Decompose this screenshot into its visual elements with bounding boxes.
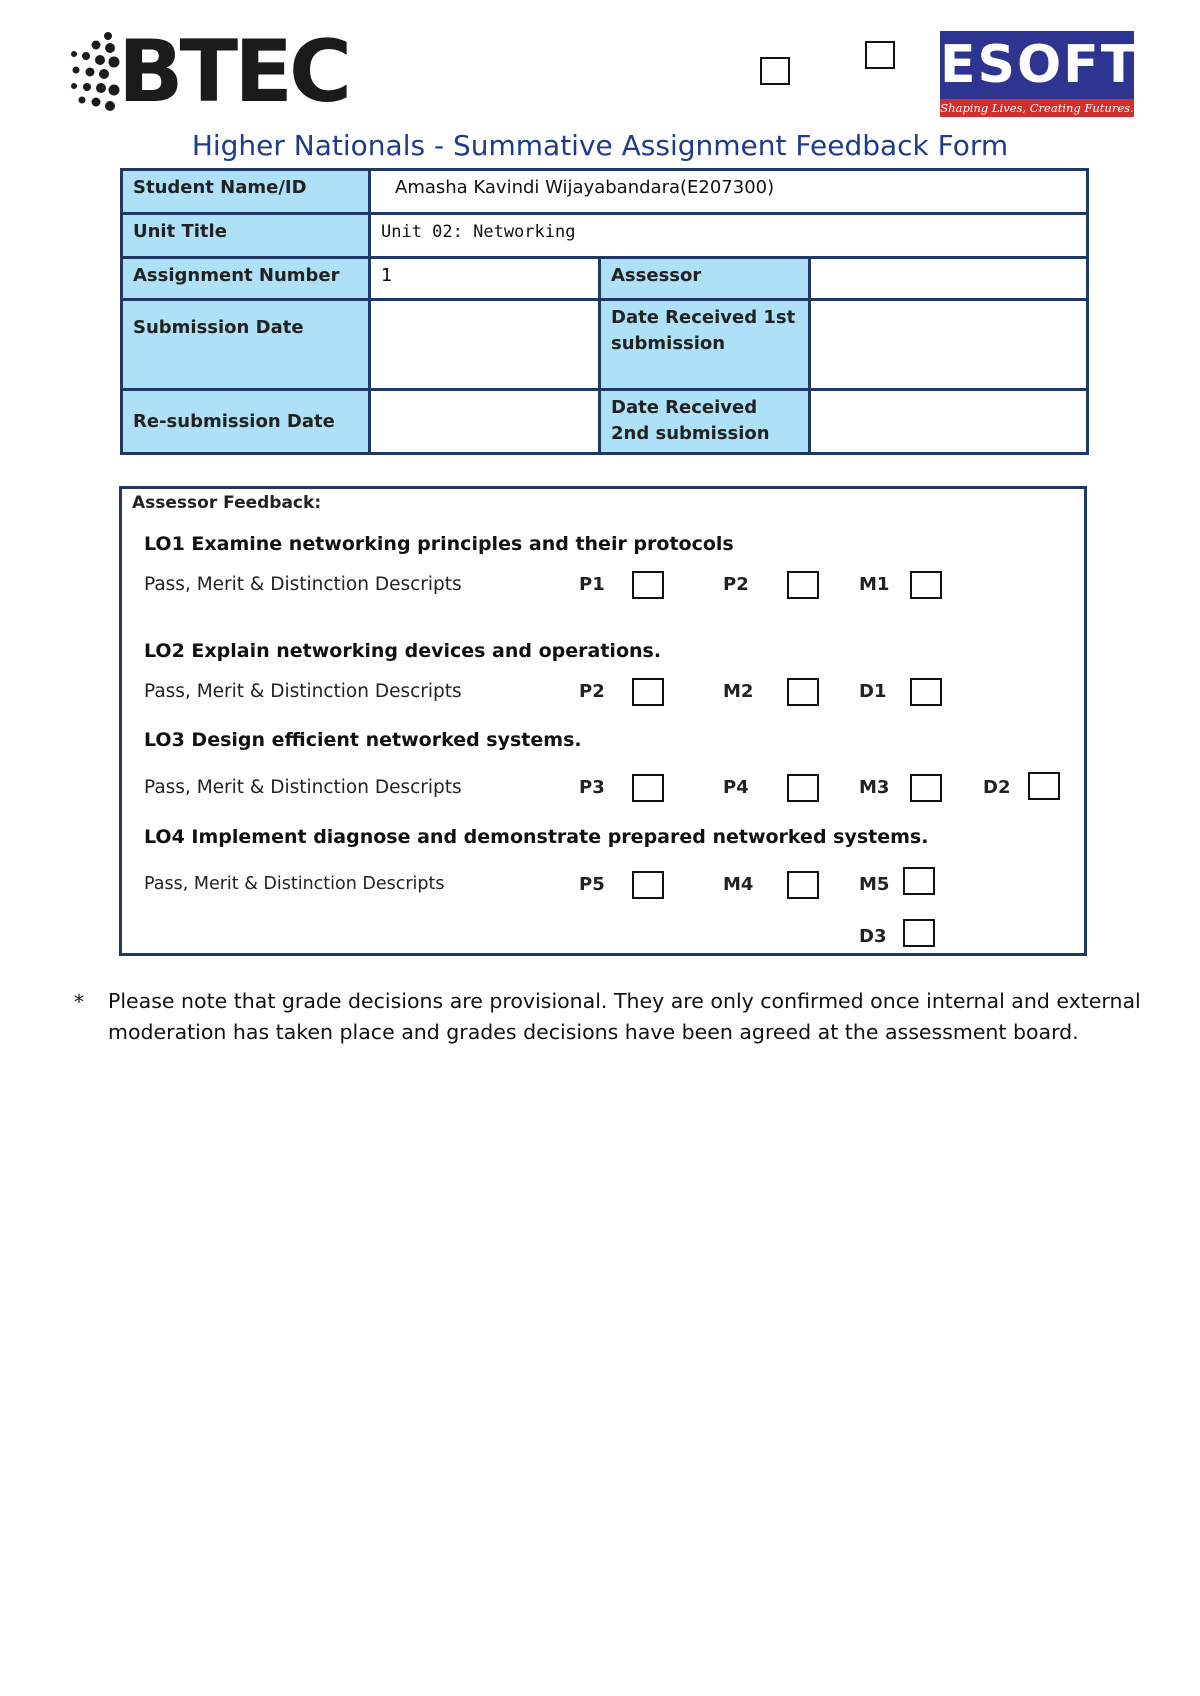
unit-title-value[interactable]: Unit 02: Networking: [370, 214, 1088, 258]
provisional-grade-note: Please note that grade decisions are provisional. They are only confirmed once internal and external moderation has taken place and grades decisions have been agreed at the assessment board.: [108, 989, 1141, 1044]
assessor-value[interactable]: [810, 258, 1088, 300]
assessor-label: Assessor: [600, 258, 810, 300]
date-received-1-label: Date Received 1st submission: [600, 300, 810, 390]
lo2-criterion-label: D1: [859, 681, 887, 702]
assignment-number-label: Assignment Number: [122, 258, 370, 300]
lo2-criterion-label: M2: [723, 681, 754, 702]
lo4-descripts-label: Pass, Merit & Distinction Descripts: [144, 874, 445, 894]
lo3-d2-checkbox[interactable]: [1028, 772, 1060, 800]
lo3-title: LO3 Design efficient networked systems.: [144, 729, 582, 751]
date-received-2-value[interactable]: [810, 390, 1088, 454]
lo2-m2-checkbox[interactable]: [787, 678, 819, 706]
resubmission-date-value[interactable]: [370, 390, 600, 454]
footnote-marker: *: [74, 990, 84, 1014]
esoft-wordmark: ESOFT: [940, 35, 1139, 95]
lo3-criterion-label: P3: [579, 777, 605, 798]
lo1-p1-checkbox[interactable]: [632, 571, 664, 599]
lo4-d3-checkbox[interactable]: [903, 919, 935, 947]
lo3-m3-checkbox[interactable]: [910, 774, 942, 802]
btec-logo: [70, 22, 349, 122]
lo3-p4-checkbox[interactable]: [787, 774, 819, 802]
lo2-descripts-label: Pass, Merit & Distinction Descripts: [144, 681, 462, 702]
lo4-m4-checkbox[interactable]: [787, 871, 819, 899]
lo3-criterion-label: M3: [859, 777, 890, 798]
lo4-m5-checkbox[interactable]: [903, 867, 935, 895]
resubmission-date-label: Re-submission Date: [122, 390, 370, 454]
lo1-criterion-label: P2: [723, 574, 749, 595]
lo4-criterion-label: P5: [579, 874, 605, 895]
lo1-criterion-label: M1: [859, 574, 890, 595]
btec-dots-icon: [70, 32, 122, 112]
lo3-criterion-label: D2: [983, 777, 1011, 798]
assessor-feedback-box: [119, 486, 1087, 956]
lo3-descripts-label: Pass, Merit & Distinction Descripts: [144, 777, 462, 798]
lo4-criterion-label: M5: [859, 874, 890, 895]
lo2-d1-checkbox[interactable]: [910, 678, 942, 706]
lo3-criterion-label: P4: [723, 777, 749, 798]
assignment-number-value[interactable]: 1: [370, 258, 600, 300]
submission-date-value[interactable]: [370, 300, 600, 390]
lo4-criterion-label: M4: [723, 874, 754, 895]
lo1-p2-checkbox[interactable]: [787, 571, 819, 599]
student-info-table: [120, 168, 1089, 455]
lo2-title: LO2 Explain networking devices and operations.: [144, 640, 662, 662]
unit-title-label: Unit Title: [122, 214, 370, 258]
date-received-2-label: Date Received 2nd submission: [600, 390, 810, 454]
esoft-tagline: Shaping Lives, Creating Futures.: [940, 101, 1134, 115]
header-checkbox-1[interactable]: [760, 57, 790, 85]
student-name-value[interactable]: Amasha Kavindi Wijayabandara(E207300): [370, 170, 1088, 214]
lo2-p2-checkbox[interactable]: [632, 678, 664, 706]
lo1-criterion-label: P1: [579, 574, 605, 595]
lo1-descripts-label: Pass, Merit & Distinction Descripts: [144, 574, 462, 595]
esoft-logo: [940, 31, 1139, 117]
lo1-m1-checkbox[interactable]: [910, 571, 942, 599]
date-received-1-value[interactable]: [810, 300, 1088, 390]
lo4-p5-checkbox[interactable]: [632, 871, 664, 899]
lo3-p3-checkbox[interactable]: [632, 774, 664, 802]
lo1-title: LO1 Examine networking principles and their protocols: [144, 533, 734, 555]
lo4-title: LO4 Implement diagnose and demonstrate prepared networked systems.: [144, 826, 929, 848]
student-name-label: Student Name/ID: [122, 170, 370, 214]
lo4-criterion-label: D3: [859, 926, 887, 947]
form-title: Higher Nationals - Summative Assignment Feedback Form: [191, 129, 1009, 162]
assessor-feedback-heading: Assessor Feedback:: [132, 493, 322, 513]
btec-wordmark: BTEC: [118, 22, 349, 122]
submission-date-label: Submission Date: [122, 300, 370, 390]
header-checkbox-2[interactable]: [865, 41, 895, 69]
lo2-criterion-label: P2: [579, 681, 605, 702]
